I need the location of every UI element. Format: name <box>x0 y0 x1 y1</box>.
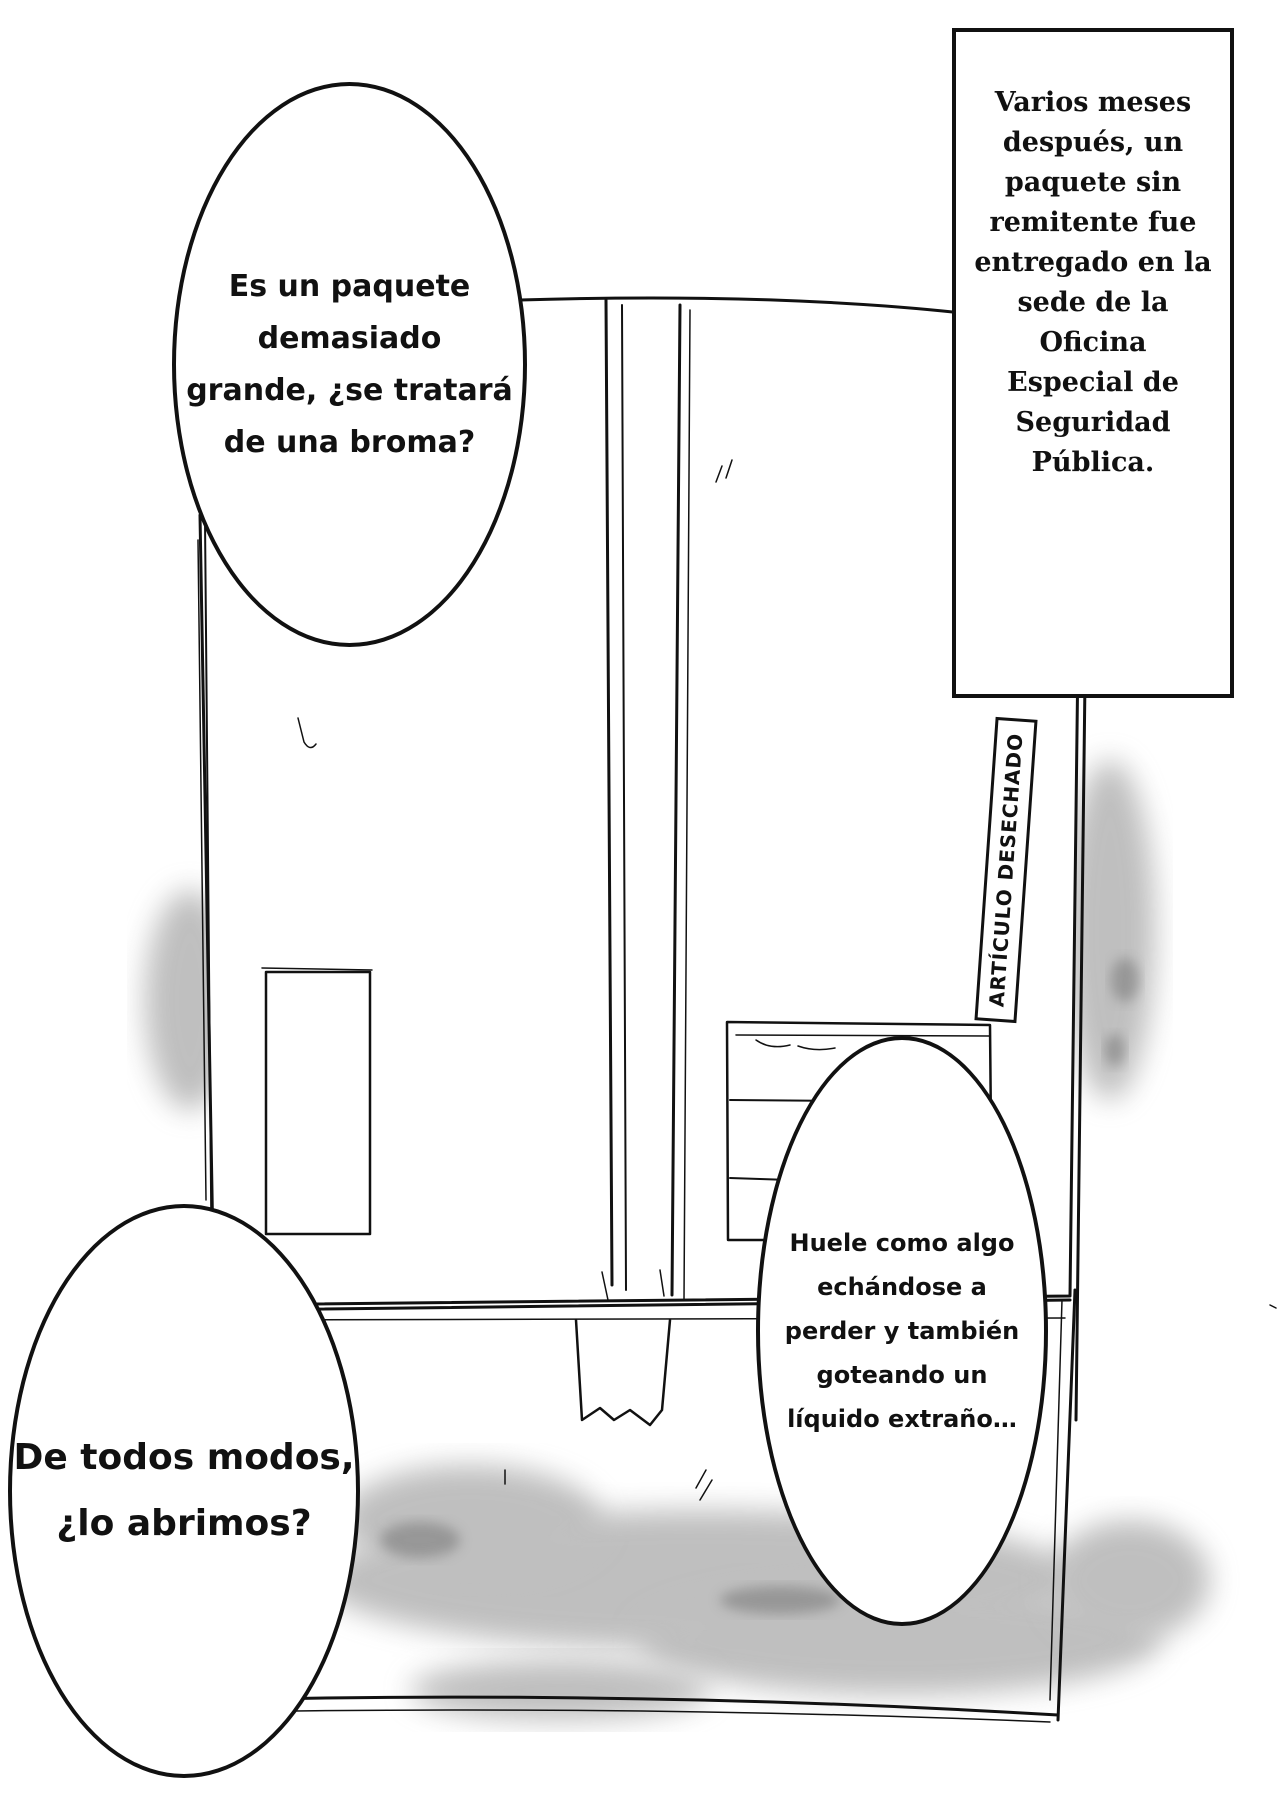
narration-text: Varios meses después, un paquete sin remitente fue entregado en la sede de la Oficina Especial de Seguridad Pública. <box>974 87 1212 478</box>
speech-bubble-top-left <box>172 82 527 647</box>
speech-bubble-right <box>756 1036 1048 1626</box>
speech-text-strange-liquid: Huele como algo echándose a perder y también goteando un líquido extraño… <box>784 1229 1020 1433</box>
narration-box <box>952 28 1234 698</box>
speech-text-oversized-package: Es un paquete demasiado grande, ¿se tratará de una broma? <box>186 268 513 460</box>
stamp-label: ARTÍCULO DESECHADO <box>974 717 1037 1024</box>
speech-bubble-bottom-left <box>8 1204 360 1778</box>
speech-text-open-it: De todos modos, ¿lo abrimos? <box>13 1437 355 1544</box>
